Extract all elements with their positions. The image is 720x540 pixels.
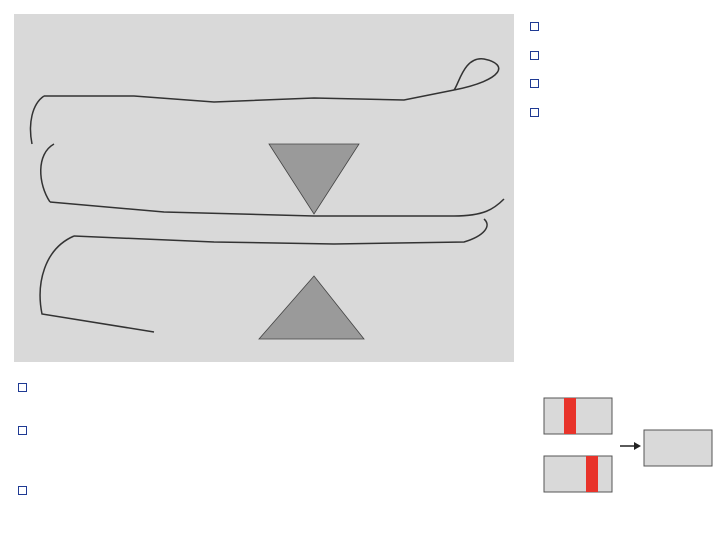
checkbox-bullet-icon <box>18 426 27 435</box>
map-line-top <box>44 90 454 102</box>
bullet-min-frequency <box>530 20 708 35</box>
bullet-nucleotides <box>530 77 708 92</box>
checkbox-bullet-icon <box>18 383 27 392</box>
genetic-map-figure <box>14 14 514 362</box>
hotspot-triangle-upper <box>269 144 359 214</box>
checkbox-bullet-icon <box>530 22 539 31</box>
checkbox-bullet-icon <box>530 79 539 88</box>
map-line-bottom-curve <box>40 236 154 332</box>
map-line-loop <box>454 59 499 90</box>
hotspot-triangle-lower <box>259 276 364 339</box>
bullet-adjacent-nucleotides <box>530 106 708 121</box>
map-line-middle <box>50 199 504 216</box>
bullet-square-meaning <box>18 424 488 439</box>
checkbox-bullet-icon <box>530 108 539 117</box>
bullet-hotspots <box>18 484 488 499</box>
checkbox-bullet-icon <box>18 486 27 495</box>
bullet-bp-equivalence <box>530 49 708 64</box>
resolution-panel <box>530 10 708 134</box>
mutation-mark-rx <box>564 398 576 434</box>
chromosome-bar-rx <box>544 398 612 434</box>
chromosome-bar-ry <box>544 456 612 492</box>
mutation-mark-ry <box>586 456 598 492</box>
map-line-lower <box>74 219 487 244</box>
recombination-scheme <box>520 372 720 532</box>
map-line-left-lower <box>41 144 54 202</box>
chromosome-bar-rplus <box>644 430 712 466</box>
arrow-head-icon <box>634 442 641 450</box>
bullet-benzer <box>18 381 488 396</box>
map-line-left-curve <box>31 96 45 144</box>
rii-map-svg <box>14 14 514 362</box>
checkbox-bullet-icon <box>530 51 539 60</box>
